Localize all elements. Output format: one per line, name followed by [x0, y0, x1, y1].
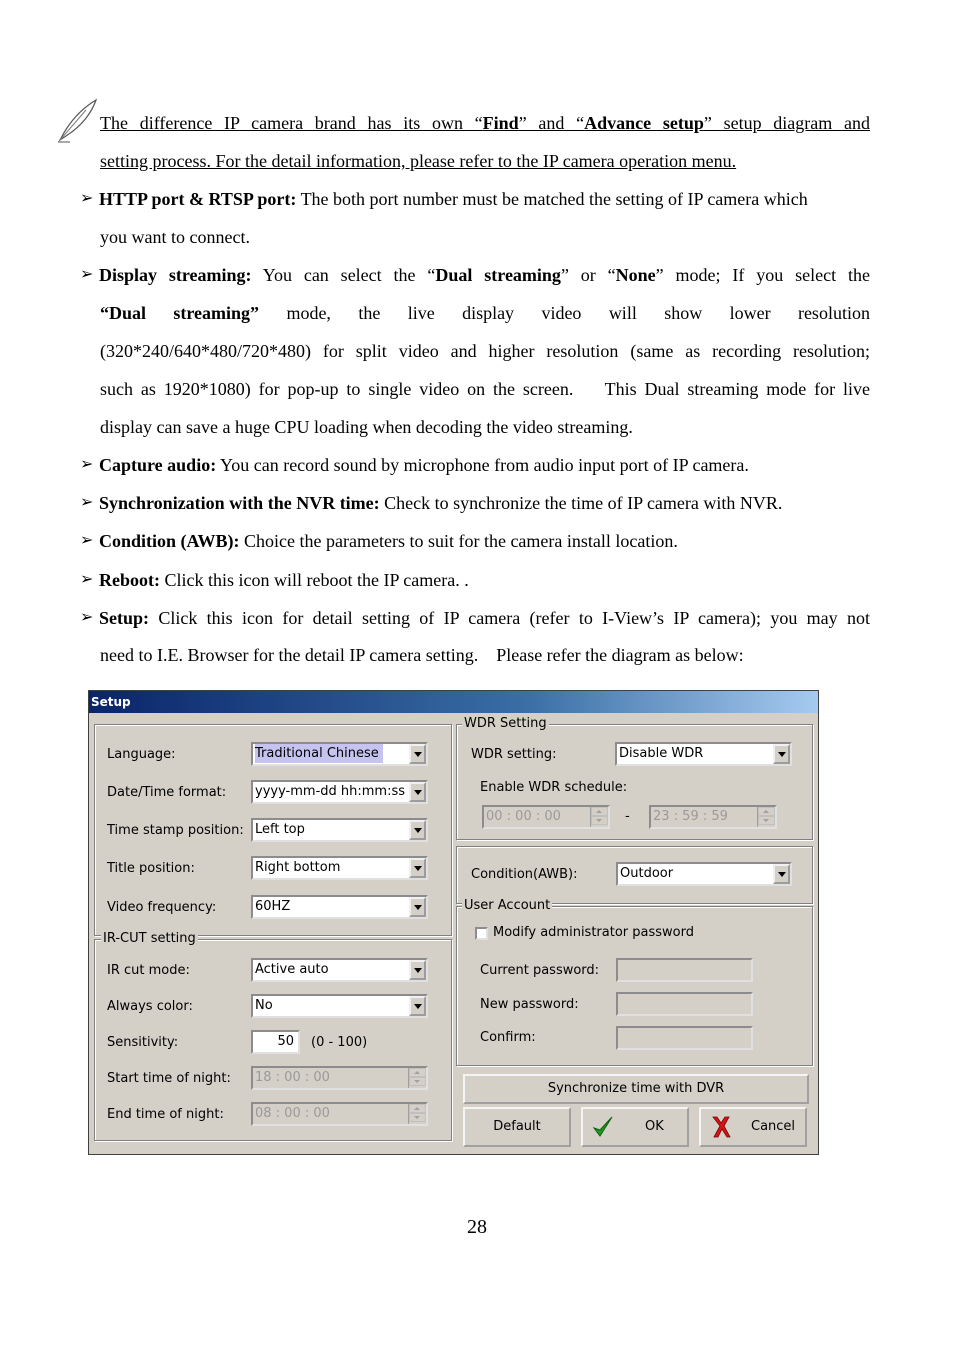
spin-buttons-icon[interactable]	[408, 1104, 426, 1124]
ds-line-4: such as 1920*1080) for pop-up to single video on the screen. This Dual streaming mode for live	[100, 379, 870, 399]
video-frequency-select[interactable]: 60HZ	[251, 895, 428, 919]
video-frequency-label: Video frequency:	[107, 900, 217, 915]
setup-line-1: Setup: Click this icon for detail setting of IP camera (refer to I-View’s IP camera); you may not	[99, 608, 870, 628]
ircut-mode-select[interactable]: Active auto	[251, 958, 428, 982]
spin-buttons-icon[interactable]	[590, 807, 608, 827]
wdr-start-input[interactable]: 00 : 00 : 00	[482, 805, 610, 829]
bullet-arrow-icon: ➢	[80, 532, 94, 549]
feather-note-icon	[56, 98, 100, 144]
dialog-title: Setup	[89, 691, 818, 713]
checkmark-icon	[591, 1114, 615, 1140]
note-line-1: The difference IP camera brand has its own “Find” and “Advance setup” setup diagram and	[100, 113, 870, 133]
ds-line-1: Display streaming: You can select the “Dual streaming” or “None” mode; If you select the	[99, 265, 870, 285]
spin-buttons-icon[interactable]	[757, 807, 775, 827]
cancel-label: Cancel	[751, 1119, 796, 1134]
confirm-password-field[interactable]	[616, 1026, 753, 1050]
chevron-down-icon[interactable]	[773, 864, 790, 884]
chevron-down-icon[interactable]	[773, 744, 790, 764]
reboot-line: Reboot: Click this icon will reboot the IP camera. .	[99, 570, 469, 590]
ds-line-3: (320*240/640*480/720*480) for split video and higher resolution (same as recording resolution;	[100, 341, 870, 361]
modify-password-label: Modify administrator password	[493, 925, 694, 940]
wdr-setting-label: WDR setting:	[471, 747, 557, 762]
new-password-label: New password:	[480, 997, 579, 1012]
awb-label: Condition(AWB):	[471, 867, 578, 882]
datetime-format-label: Date/Time format:	[107, 785, 227, 800]
sync-time-button[interactable]: Synchronize time with DVR	[463, 1074, 809, 1104]
chevron-down-icon[interactable]	[409, 960, 426, 980]
title-position-label: Title position:	[107, 861, 195, 876]
bullet-arrow-icon: ➢	[80, 494, 94, 511]
red-x-icon	[709, 1114, 733, 1140]
wdr-setting-select[interactable]: Disable WDR	[615, 742, 792, 766]
chevron-down-icon[interactable]	[409, 858, 426, 878]
start-night-input[interactable]: 18 : 00 : 00	[251, 1066, 428, 1090]
wdr-end-input[interactable]: 23 : 59 : 59	[649, 805, 777, 829]
ircut-mode-label: IR cut mode:	[107, 963, 190, 978]
current-password-field[interactable]	[616, 958, 753, 982]
language-select[interactable]: Traditional Chinese	[251, 742, 428, 766]
ds-line-2: “Dual streaming” mode, the live display video will show lower resolution	[100, 303, 870, 323]
setup-dialog	[88, 690, 819, 1155]
chevron-down-icon[interactable]	[409, 820, 426, 840]
ok-label: OK	[645, 1119, 664, 1134]
bullet-arrow-icon: ➢	[80, 456, 94, 473]
setup-line-2: need to I.E. Browser for the detail IP camera setting. Please refer the diagram as below:	[100, 645, 744, 665]
capture-audio-line: Capture audio: You can record sound by microphone from audio input port of IP camera.	[99, 455, 749, 475]
cancel-button[interactable]	[699, 1107, 807, 1147]
page-number: 28	[467, 1216, 487, 1238]
language-label: Language:	[107, 747, 176, 762]
chevron-down-icon[interactable]	[409, 782, 426, 802]
spin-buttons-icon[interactable]	[408, 1068, 426, 1088]
wdr-dash: -	[625, 809, 630, 824]
modify-password-checkbox[interactable]	[475, 927, 488, 940]
bullet-arrow-icon: ➢	[80, 190, 94, 207]
bullet-arrow-icon: ➢	[80, 609, 94, 626]
http-line-2: you want to connect.	[100, 227, 250, 247]
bullet-arrow-icon: ➢	[80, 571, 94, 588]
new-password-field[interactable]	[616, 992, 753, 1016]
title-position-select[interactable]: Right bottom	[251, 856, 428, 880]
sensitivity-label: Sensitivity:	[107, 1035, 179, 1050]
always-color-select[interactable]: No	[251, 994, 428, 1018]
ds-line-5: display can save a huge CPU loading when decoding the video streaming.	[100, 417, 633, 437]
end-night-input[interactable]: 08 : 00 : 00	[251, 1102, 428, 1126]
sensitivity-range: (0 - 100)	[311, 1035, 368, 1050]
user-account-title: User Account	[464, 898, 551, 913]
bullet-arrow-icon: ➢	[80, 266, 94, 283]
awb-line: Condition (AWB): Choice the parameters to suit for the camera install location.	[99, 531, 678, 551]
current-password-label: Current password:	[480, 963, 600, 978]
datetime-format-select[interactable]: yyyy-mm-dd hh:mm:ss	[251, 780, 428, 804]
default-button[interactable]: Default	[463, 1107, 571, 1147]
awb-select[interactable]: Outdoor	[616, 862, 792, 886]
note-line-2: setting process. For the detail information, please refer to the IP camera operation menu.	[100, 151, 737, 171]
wdr-schedule-label: Enable WDR schedule:	[480, 780, 628, 795]
wdr-group-title: WDR Setting	[464, 716, 547, 731]
ircut-group-title: IR-CUT setting	[103, 931, 196, 946]
chevron-down-icon[interactable]	[409, 744, 426, 764]
time-stamp-select[interactable]: Left top	[251, 818, 428, 842]
time-stamp-label: Time stamp position:	[107, 823, 244, 838]
http-line-1: HTTP port & RTSP port: The both port number must be matched the setting of IP camera which	[99, 189, 808, 209]
end-night-label: End time of night:	[107, 1107, 224, 1122]
sensitivity-input[interactable]: 50	[251, 1030, 300, 1054]
start-night-label: Start time of night:	[107, 1071, 231, 1086]
always-color-label: Always color:	[107, 999, 193, 1014]
chevron-down-icon[interactable]	[409, 996, 426, 1016]
confirm-label: Confirm:	[480, 1030, 536, 1045]
ok-button[interactable]	[581, 1107, 689, 1147]
chevron-down-icon[interactable]	[409, 897, 426, 917]
sync-line: Synchronization with the NVR time: Check to synchronize the time of IP camera with NVR.	[99, 493, 783, 513]
